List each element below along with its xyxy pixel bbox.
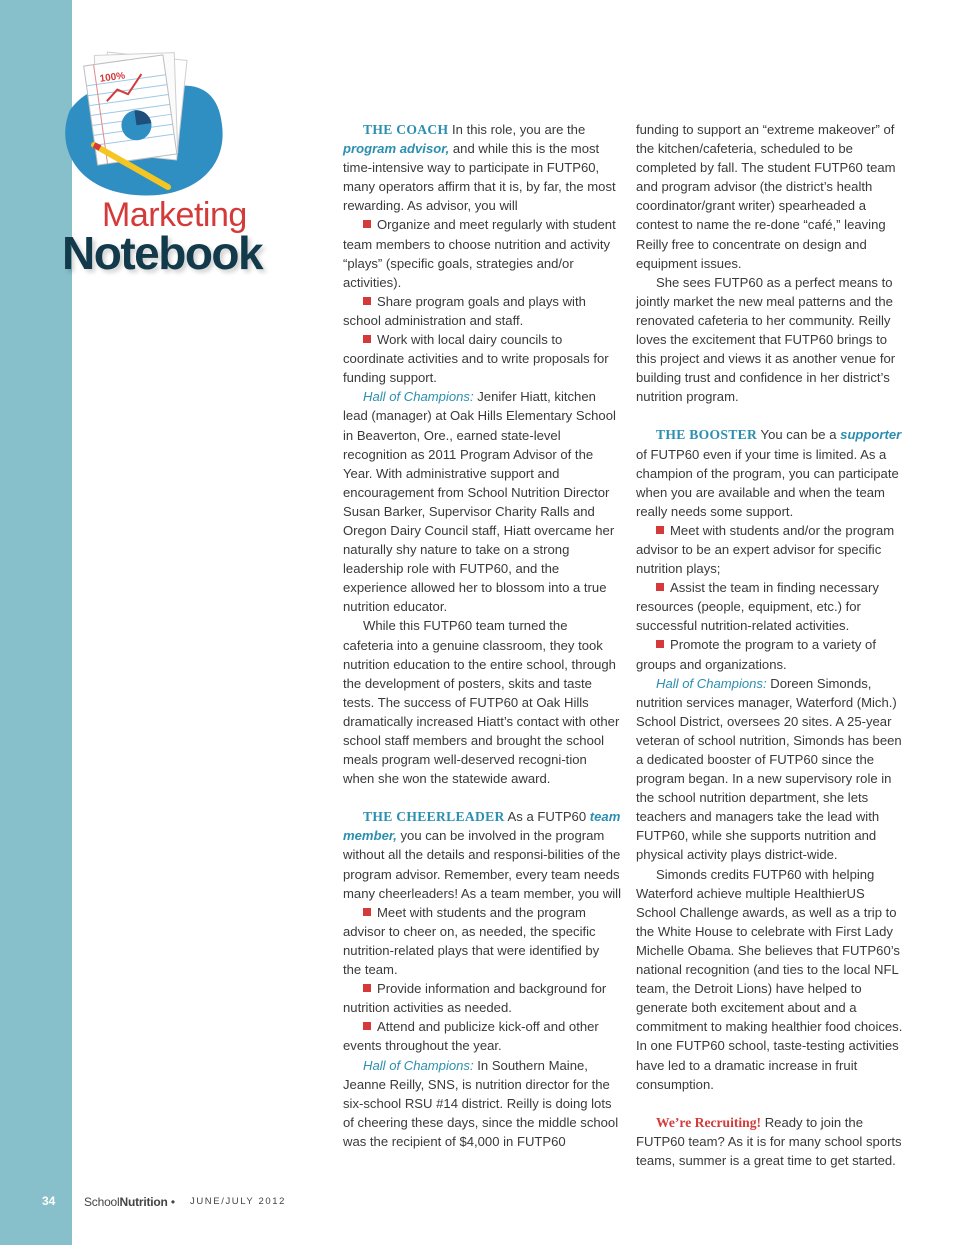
list-item: Share program goals and plays with school administration and staff. [343, 293, 586, 328]
hall-of-champions-label: Hall of Champions: [363, 1057, 474, 1073]
bullet-square-icon [363, 908, 371, 916]
cheer-hall-paragraph: Hall of Champions: In Southern Maine, Jeanne Reilly, SNS, is nutrition director for the six-school RSU #14 district. Reilly is doing lots of cheering these days, since the middle school was the recipient of $4,000 in FUTP60 [343, 1057, 619, 1149]
program-advisor-term: program advisor, [343, 141, 450, 157]
bullet-square-icon [363, 335, 371, 343]
body-paragraph: Simonds credits FUTP60 with helping Waterford achieve multiple HealthierUS School Challenge awards, as well as a trip to the White House to celebrate with First Lady Michelle Obama. She believes that FUTP60’s national recognition (and ties to the local NFL team, the Detroit Lions) have helped to generate both excitement about and a commitment to making healthier food choices. In one FUTP60 school, taste-testing activities have led to a dramatic increase in fruit consumption. [636, 866, 903, 1092]
magazine-name: SchoolNutrition • [84, 1195, 175, 1209]
list-item: Work with local dairy councils to coordinate activities and to write proposals for funding support. [343, 332, 609, 386]
percent-label: 100% [98, 70, 126, 85]
bullet-square-icon [363, 297, 371, 305]
booster-hall-paragraph: Hall of Champions: Doreen Simonds, nutrition services manager, Waterford (Mich.) School District, oversees 20 sites. A 25-year veteran of school nutrition, Simonds has been a dedicated booster of FUTP60 since the program began. In a new supervisory role in the school nutrition department, she lets teachers and managers take the lead with FUTP60, while she supports nutrition and physical activity plays district-wide. [636, 675, 902, 863]
list-item: Assist the team in finding necessary resources (people, equipment, etc.) for successful nutrition-related activities. [636, 580, 879, 634]
list-item: Promote the program to a variety of groups and organizations. [636, 637, 876, 672]
body-paragraph: She sees FUTP60 as a perfect means to jointly market the new meal patterns and the renovated cafeteria to her community. Reilly loves the excitement that FUTP60 brings to this project and views it as another venue for building trust and confidence in her district’s nutrition program. [636, 274, 896, 405]
cheerleader-paragraph: THE CHEERLEADER As a FUTP60 team member, you can be involved in the program without all the details and responsi-bilities of the program advisor. Remember, every team needs many cheerleaders! As a team member, you will [343, 809, 621, 901]
hall-of-champions-label: Hall of Champions: [656, 675, 767, 691]
bullet-square-icon [656, 583, 664, 591]
section-title-marketing: Marketing [102, 196, 247, 234]
bullet-square-icon [363, 220, 371, 228]
bullet-square-icon [363, 1022, 371, 1030]
booster-heading: THE BOOSTER [656, 427, 758, 443]
text-column-right [636, 120, 908, 1170]
list-item: Organize and meet regularly with student team members to choose nutrition and activity “plays” (specific goals, strategies and/or activities). [343, 217, 616, 290]
list-item: Provide information and background for nutrition activities as needed. [343, 981, 607, 1016]
supporter-term: supporter [840, 427, 902, 443]
coach-hall-paragraph: Hall of Champions: Jenifer Hiatt, kitchen lead (manager) at Oak Hills Elementary School in Beaverton, Ore., earned state-level recognition as 2011 Program Advisor of the Year. With administrative support and encouragement from School Nutrition Director Susan Barker, Supervisor Charity Ralls and Oregon Dairy Council staff, Hiatt overcame her naturally shy nature to take on a strong leadership role with FUTP60, and the experience allowed her to blossom into a true nutrition educator. [343, 389, 616, 615]
issue-date: JUNE/JULY 2012 [190, 1196, 286, 1207]
text-column-left [343, 120, 621, 1151]
list-item: Attend and publicize kick-off and other events throughout the year. [343, 1019, 599, 1054]
bullet-square-icon [363, 984, 371, 992]
notebook-chart-illustration [50, 50, 230, 200]
continued-paragraph: funding to support an “extreme makeover” of the kitchen/cafeteria, scheduled to be completed by fall. The student FUTP60 team and program advisor (the district’s health coordinator/grant writer) spearheaded a contest to name the re-done “café,” leaving Reilly free to concentrate on design and equipment issues. [636, 122, 896, 271]
body-paragraph: While this FUTP60 team turned the cafeteria into a genuine classroom, they took nutrition education to the entire school, through the development of posters, skits and taste tests. The success of FUTP60 at Oak Hills dramatically increased Hiatt’s contact with other school staff members and brought the school meals program well-deserved recogni-tion when she won the statewide award. [343, 618, 620, 787]
section-title-notebook: Notebook [62, 227, 263, 279]
list-item: Meet with students and the program advisor to cheer on, as needed, the specific nutrition-related plays that were identified by the team. [343, 904, 600, 978]
recruiting-paragraph: We’re Recruiting! Ready to join the FUTP60 team? As it is for many school sports teams, summer is a great time to get started. [636, 1114, 902, 1168]
hall-of-champions-label: Hall of Champions: [363, 389, 474, 405]
recruiting-heading: We’re Recruiting! [656, 1114, 762, 1130]
page-number: 34 [42, 1194, 56, 1208]
coach-heading: THE COACH [363, 122, 449, 137]
coach-paragraph: THE COACH In this role, you are the program advisor, and while this is the most time-intensive way to participate in FUTP60, many operators affirm that it is, by far, the most rewarding. As advisor, you will [343, 122, 616, 214]
list-item: Meet with students and/or the program advisor to be an expert advisor for specific nutrition plays; [636, 522, 895, 577]
cheerleader-heading: THE CHEERLEADER [363, 809, 505, 825]
footer-separator: • [170, 1195, 175, 1209]
bullet-square-icon [656, 640, 664, 648]
booster-paragraph: THE BOOSTER You can be a supporter of FUTP60 even if your time is limited. As a champion of the program, you can participate when you are available and when the team really needs some support. [636, 427, 902, 519]
team-member-term: team member, [343, 809, 621, 844]
bullet-square-icon [656, 526, 664, 534]
